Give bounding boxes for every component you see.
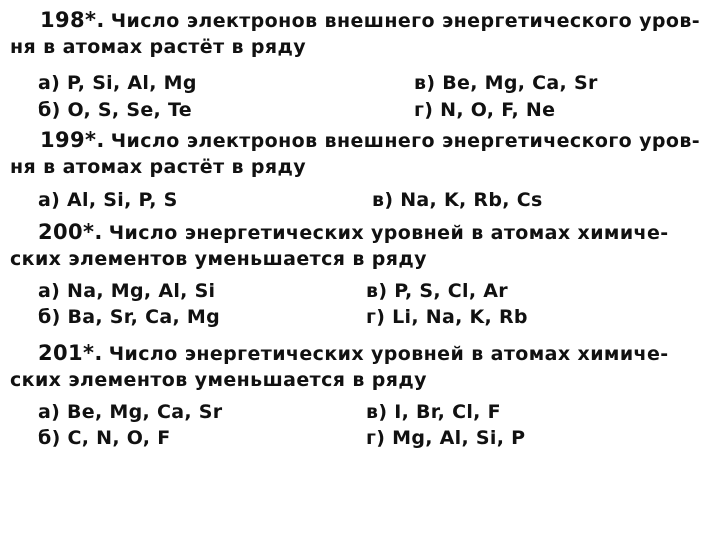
task-201-number: 201*. xyxy=(38,341,103,365)
task-199-option-v: в) Na, K, Rb, Cs xyxy=(372,189,543,211)
task-198-option-a: а) P, Si, Al, Mg xyxy=(38,72,197,94)
task-200-line2: ских элементов уменьшается в ряду xyxy=(10,248,427,270)
task-199-option-a: а) Al, Si, P, S xyxy=(38,189,178,211)
task-198-question-part1: Число электронов внешнего энергетического уров- xyxy=(110,10,701,32)
task-201-option-v: в) I, Br, Cl, F xyxy=(366,401,501,423)
task-200-option-a: а) Na, Mg, Al, Si xyxy=(38,280,216,302)
task-201-option-b: б) C, N, O, F xyxy=(38,427,171,449)
task-201-line2: ских элементов уменьшается в ряду xyxy=(10,369,427,391)
task-199-line1 xyxy=(40,128,700,152)
task-198-line2: ня в атомах растёт в ряду xyxy=(10,36,307,58)
task-200-question-part1: Число энергетических уровней в атомах химиче- xyxy=(108,222,669,244)
task-198-number: 198*. xyxy=(40,8,105,32)
task-199-number: 199*. xyxy=(40,128,105,152)
task-199-question-part1: Число электронов внешнего энергетического уров- xyxy=(110,130,701,152)
task-200-line1 xyxy=(38,220,669,244)
task-200-number: 200*. xyxy=(38,220,103,244)
task-201-option-a: а) Be, Mg, Ca, Sr xyxy=(38,401,223,423)
task-198-option-g: г) N, O, F, Ne xyxy=(414,99,556,121)
task-201-question-part1: Число энергетических уровней в атомах химиче- xyxy=(108,343,669,365)
task-200-option-v: в) P, S, Cl, Ar xyxy=(366,280,508,302)
task-198-option-b: б) O, S, Se, Te xyxy=(38,99,192,121)
task-198-option-v: в) Be, Mg, Ca, Sr xyxy=(414,72,598,94)
task-200-option-g: г) Li, Na, K, Rb xyxy=(366,306,528,328)
task-201-line1 xyxy=(38,341,669,365)
task-198-line1 xyxy=(40,8,700,32)
task-199-line2: ня в атомах растёт в ряду xyxy=(10,156,307,178)
task-200-option-b: б) Ba, Sr, Ca, Mg xyxy=(38,306,221,328)
task-201-option-g: г) Mg, Al, Si, P xyxy=(366,427,526,449)
